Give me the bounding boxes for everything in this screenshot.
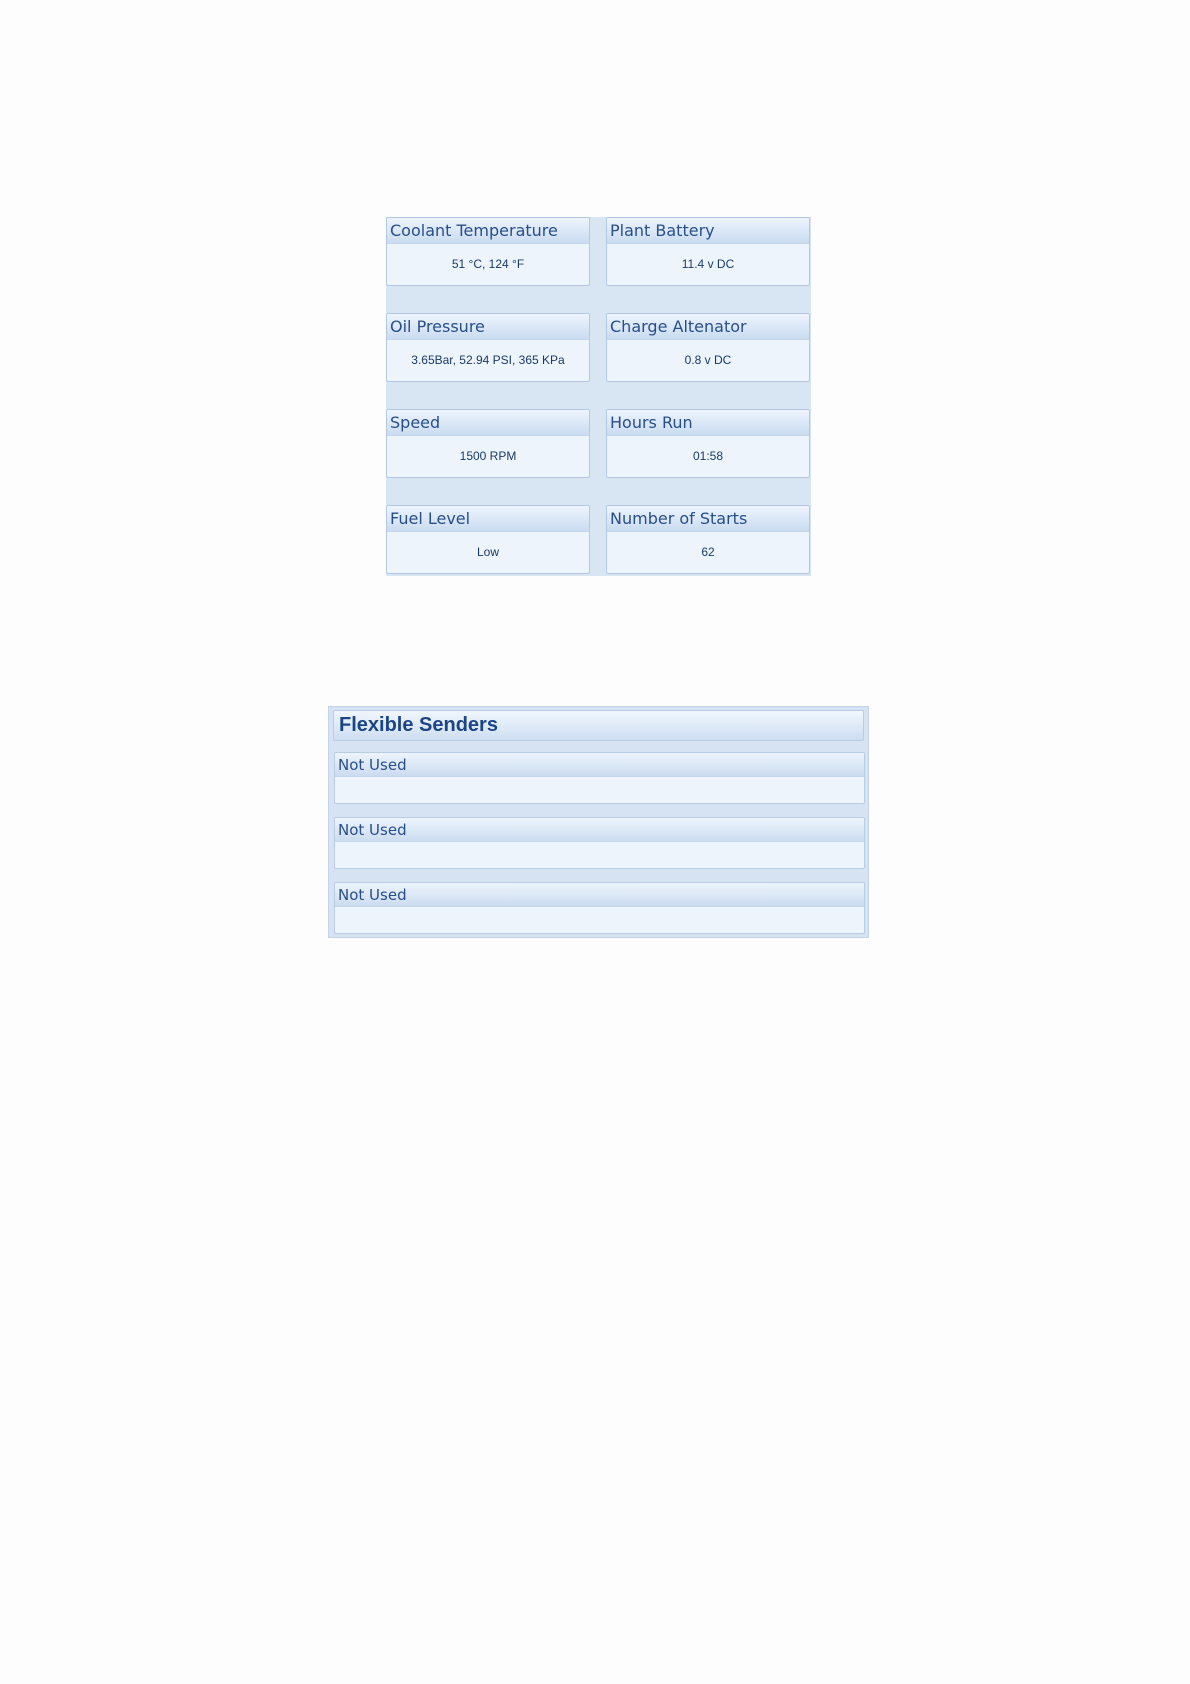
fuel-level-label: Fuel Level [387,506,589,532]
flexible-sender-3-value [335,907,864,934]
plant-battery-value: 11.4 v DC [681,257,735,271]
flexible-senders-title: Flexible Senders [333,710,864,741]
hours-run-label: Hours Run [607,410,809,436]
speed-panel [386,409,590,478]
speed-value: 1500 RPM [459,449,517,463]
charge-alternator-label: Charge Altenator [607,314,809,340]
number-of-starts-label: Number of Starts [607,506,809,532]
flexible-sender-3 [334,882,865,934]
flexible-sender-3-label: Not Used [335,883,864,907]
coolant-temperature-panel [386,217,590,286]
flexible-sender-2-label: Not Used [335,818,864,842]
number-of-starts-panel [606,505,810,574]
flexible-sender-2-value [335,842,864,869]
fuel-level-value: Low [476,545,499,559]
plant-battery-label: Plant Battery [607,218,809,244]
speed-label: Speed [387,410,589,436]
charge-alternator-panel [606,313,810,382]
oil-pressure-value: 3.65Bar, 52.94 PSI, 365 KPa [411,353,565,367]
flexible-sender-1 [334,752,865,804]
hours-run-value: 01:58 [692,449,724,463]
oil-pressure-panel [386,313,590,382]
number-of-starts-value: 62 [701,545,715,559]
fuel-level-panel [386,505,590,574]
flexible-sender-1-value [335,777,864,804]
coolant-temperature-value: 51 °C, 124 °F [451,257,525,271]
coolant-temperature-label: Coolant Temperature [387,218,589,244]
plant-battery-panel [606,217,810,286]
charge-alternator-value: 0.8 v DC [684,353,732,367]
oil-pressure-label: Oil Pressure [387,314,589,340]
flexible-sender-2 [334,817,865,869]
instrument-panel-grid [386,217,811,576]
hours-run-panel [606,409,810,478]
flexible-senders-section [328,706,869,938]
flexible-sender-1-label: Not Used [335,753,864,777]
